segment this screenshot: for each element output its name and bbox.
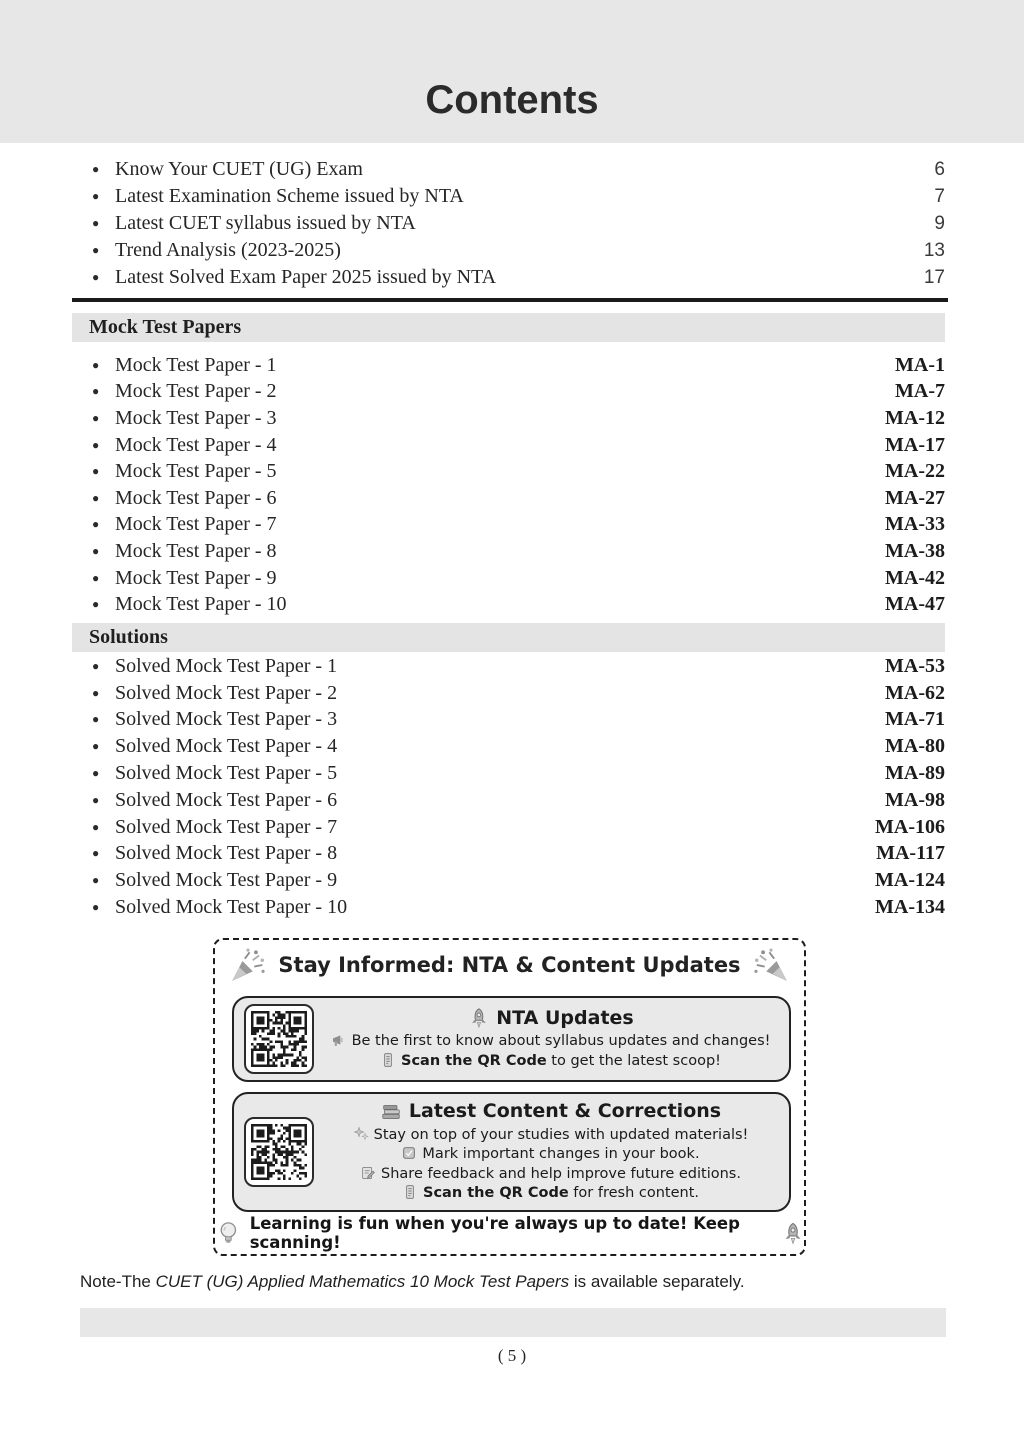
toc-row (72, 512, 945, 539)
toc-row (72, 379, 945, 406)
bullet-icon: ● (92, 900, 100, 915)
nta-updates-card-body (322, 1007, 779, 1072)
bullet-icon: ● (92, 543, 100, 558)
bullet-icon: ● (92, 766, 100, 781)
memo-icon (360, 1165, 376, 1181)
bullet-icon: ● (92, 490, 100, 505)
bullet-icon: ● (92, 739, 100, 754)
toc-item-title: Mock Test Paper - 8 (115, 539, 277, 562)
toc-row (72, 894, 945, 921)
bullet-icon: ● (92, 712, 100, 727)
lightbulb-icon (215, 1218, 242, 1248)
toc-item-page: 7 (934, 185, 945, 207)
solutions-list (72, 653, 945, 921)
toc-item-title: Solved Mock Test Paper - 8 (115, 842, 338, 865)
toc-row (72, 565, 945, 592)
divider-rule (72, 298, 948, 302)
toc-item-page: MA-1 (895, 353, 945, 376)
party-popper-icon (752, 946, 790, 984)
section-heading-mock-test-papers (72, 313, 945, 342)
books-icon (380, 1101, 402, 1123)
toc-item-page: MA-98 (885, 788, 945, 811)
nta-updates-card-title (322, 1007, 779, 1030)
party-popper-icon (229, 946, 267, 984)
toc-item-page: MA-12 (885, 406, 945, 429)
toc-row (72, 485, 945, 512)
page-header-band (0, 0, 1024, 143)
toc-item-title: Mock Test Paper - 4 (115, 433, 277, 456)
toc-item-title: Latest Examination Scheme issued by NTA (115, 185, 464, 207)
toc-item-title: Know Your CUET (UG) Exam (115, 158, 363, 180)
toc-item-title: Solved Mock Test Paper - 10 (115, 896, 348, 919)
toc-item-title: Mock Test Paper - 3 (115, 406, 277, 429)
toc-item-page: MA-33 (885, 513, 945, 536)
stay-informed-footer-text: Learning is fun when you're always up to date! Keep scanning! (249, 1214, 740, 1252)
bullet-icon: ● (92, 216, 100, 230)
toc-row (72, 591, 945, 618)
toc-item-page: 17 (923, 266, 945, 288)
stay-informed-title: Stay Informed: NTA & Content Updates (278, 953, 741, 977)
toc-row (72, 653, 945, 680)
page-number: ( 5 ) (497, 1346, 527, 1365)
bullet-icon: ● (92, 819, 100, 834)
toc-item-page: MA-47 (885, 593, 945, 616)
bullet-icon: ● (92, 162, 100, 176)
toc-item-page: MA-38 (885, 539, 945, 562)
latest-content-card-title (322, 1100, 779, 1123)
toc-row (72, 841, 945, 868)
toc-item-page: MA-89 (885, 762, 945, 785)
stay-informed-box (213, 938, 806, 1256)
toc-item-page: MA-80 (885, 735, 945, 758)
qr-code-latest-content (244, 1117, 314, 1187)
toc-item-title: Solved Mock Test Paper - 7 (115, 815, 338, 838)
toc-item-title: Mock Test Paper - 5 (115, 460, 277, 483)
stay-informed-footer (215, 1214, 804, 1252)
toc-item-title: Solved Mock Test Paper - 2 (115, 681, 338, 704)
footer-bar (80, 1308, 946, 1337)
nta-updates-lines (322, 1032, 779, 1071)
toc-item-title: Mock Test Paper - 10 (115, 593, 287, 616)
toc-item-page: MA-134 (875, 896, 945, 919)
card-line: Share feedback and help improve future editions. (322, 1165, 779, 1185)
toc-row (72, 432, 945, 459)
toc-row (72, 707, 945, 734)
toc-item-page: MA-62 (885, 681, 945, 704)
bullet-icon: ● (92, 658, 100, 673)
section-heading-solutions (72, 623, 945, 652)
toc-row (72, 733, 945, 760)
bullet-icon: ● (92, 270, 100, 284)
toc-row (72, 210, 945, 237)
toc-item-page: 13 (923, 239, 945, 261)
availability-note (80, 1272, 745, 1292)
latest-content-lines (322, 1126, 779, 1204)
bullet-icon: ● (92, 570, 100, 585)
toc-item-title: Latest Solved Exam Paper 2025 issued by NTA (115, 266, 497, 288)
toc-row (72, 760, 945, 787)
bullet-icon: ● (92, 189, 100, 203)
toc-row (72, 538, 945, 565)
toc-item-page: MA-22 (885, 460, 945, 483)
megaphone-icon (331, 1032, 347, 1048)
toc-item-page: MA-71 (885, 708, 945, 731)
toc-item-page: MA-124 (875, 869, 945, 892)
toc-item-title: Solved Mock Test Paper - 9 (115, 869, 338, 892)
toc-item-title: Solved Mock Test Paper - 4 (115, 735, 338, 758)
toc-row (72, 264, 945, 291)
toc-item-page: MA-42 (885, 566, 945, 589)
toc-item-page: 9 (934, 212, 945, 234)
card-title-label: Latest Content & Corrections (408, 1100, 722, 1123)
receipt-icon (380, 1052, 396, 1068)
toc-row (72, 458, 945, 485)
toc-item-page: MA-53 (885, 654, 945, 677)
bullet-icon: ● (92, 464, 100, 479)
toc-item-title: Solved Mock Test Paper - 3 (115, 708, 338, 731)
bullet-icon: ● (92, 873, 100, 888)
rocket-icon (467, 1007, 489, 1029)
card-line: Scan the QR Code to get the latest scoop! (322, 1052, 779, 1072)
toc-item-title: Latest CUET syllabus issued by NTA (115, 212, 416, 234)
toc-item-page: MA-17 (885, 433, 945, 456)
sparkles-icon (353, 1126, 369, 1142)
bullet-icon: ● (92, 685, 100, 700)
note-prefix: Note-The (80, 1272, 156, 1291)
toc-row (72, 183, 945, 210)
page-title: Contents (425, 78, 599, 122)
toc-row (72, 405, 945, 432)
front-matter-list (72, 156, 945, 291)
toc-item-title: Mock Test Paper - 6 (115, 486, 277, 509)
bullet-icon: ● (92, 597, 100, 612)
stay-informed-title-row (229, 946, 790, 984)
receipt-icon (402, 1184, 418, 1200)
toc-row (72, 867, 945, 894)
toc-row (72, 787, 945, 814)
toc-row (72, 237, 945, 264)
toc-item-title: Solved Mock Test Paper - 5 (115, 762, 338, 785)
toc-item-title: Mock Test Paper - 9 (115, 566, 277, 589)
card-title-label: NTA Updates (496, 1006, 634, 1029)
note-suffix: is available separately. (569, 1272, 745, 1291)
section-heading-label: Solutions (89, 626, 168, 648)
toc-row (72, 156, 945, 183)
bullet-icon: ● (92, 243, 100, 257)
toc-item-title: Trend Analysis (2023-2025) (115, 239, 341, 261)
card-line: Mark important changes in your book. (322, 1145, 779, 1165)
bullet-icon: ● (92, 517, 100, 532)
toc-item-page: MA-27 (885, 486, 945, 509)
section-heading-label: Mock Test Papers (89, 316, 242, 338)
toc-item-page: MA-106 (875, 815, 945, 838)
toc-item-title: Mock Test Paper - 7 (115, 513, 277, 536)
qr-code-nta-updates (244, 1004, 314, 1074)
card-line: Scan the QR Code for fresh content. (322, 1184, 779, 1204)
card-line: Be the first to know about syllabus updates and changes! (322, 1032, 779, 1052)
card-line: Stay on top of your studies with updated materials! (322, 1126, 779, 1146)
toc-item-title: Solved Mock Test Paper - 1 (115, 654, 338, 677)
note-book-title: CUET (UG) Applied Mathematics 10 Mock Test Papers (155, 1272, 570, 1291)
bullet-icon: ● (92, 437, 100, 452)
checkbox-icon (401, 1145, 417, 1161)
rocket-icon (780, 1220, 804, 1247)
toc-item-title: Solved Mock Test Paper - 6 (115, 788, 338, 811)
latest-content-card (232, 1092, 791, 1212)
toc-item-page: MA-117 (876, 842, 945, 865)
bullet-icon: ● (92, 410, 100, 425)
latest-content-card-body (322, 1100, 779, 1204)
bullet-icon: ● (92, 792, 100, 807)
bullet-icon: ● (92, 846, 100, 861)
toc-row (72, 352, 945, 379)
nta-updates-card (232, 996, 791, 1082)
toc-item-title: Mock Test Paper - 1 (115, 353, 277, 376)
toc-item-page: 6 (934, 158, 945, 180)
mock-test-papers-list (72, 352, 945, 618)
bullet-icon: ● (92, 357, 100, 372)
toc-item-title: Mock Test Paper - 2 (115, 380, 277, 403)
bullet-icon: ● (92, 384, 100, 399)
toc-row (72, 680, 945, 707)
toc-row (72, 814, 945, 841)
toc-item-page: MA-7 (895, 380, 945, 403)
